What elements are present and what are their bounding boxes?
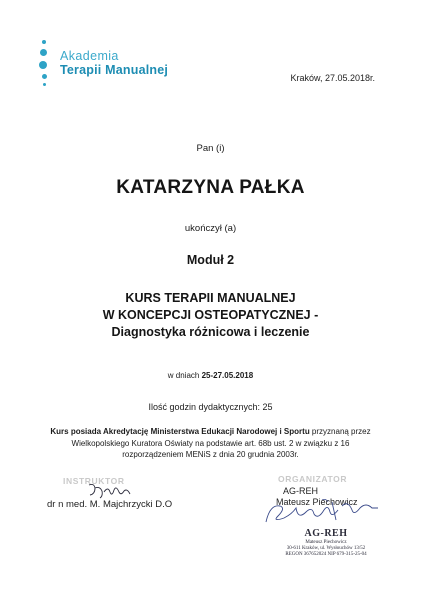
organizer-signature — [262, 496, 382, 528]
company-stamp — [266, 528, 386, 559]
module-title: Moduł 2 — [186, 253, 235, 267]
course-line-3: Diagnostyka różnicowa i leczenie — [111, 325, 310, 339]
logo-line-1: Akademia — [60, 49, 119, 63]
course-title — [0, 290, 421, 341]
course-dates — [0, 371, 421, 380]
accreditation-line-2: Wielkopolskiego Kuratora Oświaty na podstawie art. 68b ust. 2 w związku z 16 — [71, 438, 350, 448]
accreditation-bold: Kurs posiada Akredytację Ministerstwa Edukacji Narodowej i Sportu — [50, 427, 310, 436]
dates-value: 25-27.05.2018 — [201, 371, 254, 380]
recipient-name: KATARZYNA PAŁKA — [116, 177, 305, 198]
completed-text: ukończył (a) — [184, 223, 237, 234]
accreditation-text — [0, 426, 421, 461]
stamp-ids: REGON 367652024 NIP 679-315-25-04 — [285, 552, 367, 558]
instructor-signature — [86, 482, 136, 500]
stamp-subtitle: Mateusz Piechowicz — [305, 540, 347, 545]
instructor-name: dr n med. M. Majchrzycki D.O — [47, 499, 173, 510]
logo-line-2: Terapii Manualnej — [60, 63, 169, 77]
instructor-label: INSTRUKTOR — [63, 476, 125, 486]
dates-prefix: w dniach — [167, 371, 200, 380]
salutation: Pan (i) — [196, 143, 225, 154]
course-hours: Ilość godzin dydaktycznych: 25 — [148, 402, 273, 412]
organizer-label: ORGANIZATOR — [278, 474, 348, 484]
organizer-person: Mateusz Piechowicz — [276, 497, 358, 507]
course-line-2: W KONCEPCJI OSTEOPATYCZNEJ - — [102, 308, 319, 322]
organizer-name: AG-REH — [283, 486, 319, 496]
stamp-title: AG-REH — [304, 528, 348, 539]
accreditation-line-3: rozporządzeniem MENiS z dnia 20 grudnia 2003r. — [122, 450, 299, 459]
accreditation-rest: przyznaną przez — [309, 427, 371, 436]
issue-date: Kraków, 27.05.2018r. — [290, 73, 375, 83]
course-line-1: KURS TERAPII MANUALNEJ — [125, 291, 296, 305]
stamp-address: 30-611 Kraków, ul. Wysłouchów 13/52 — [286, 546, 366, 551]
